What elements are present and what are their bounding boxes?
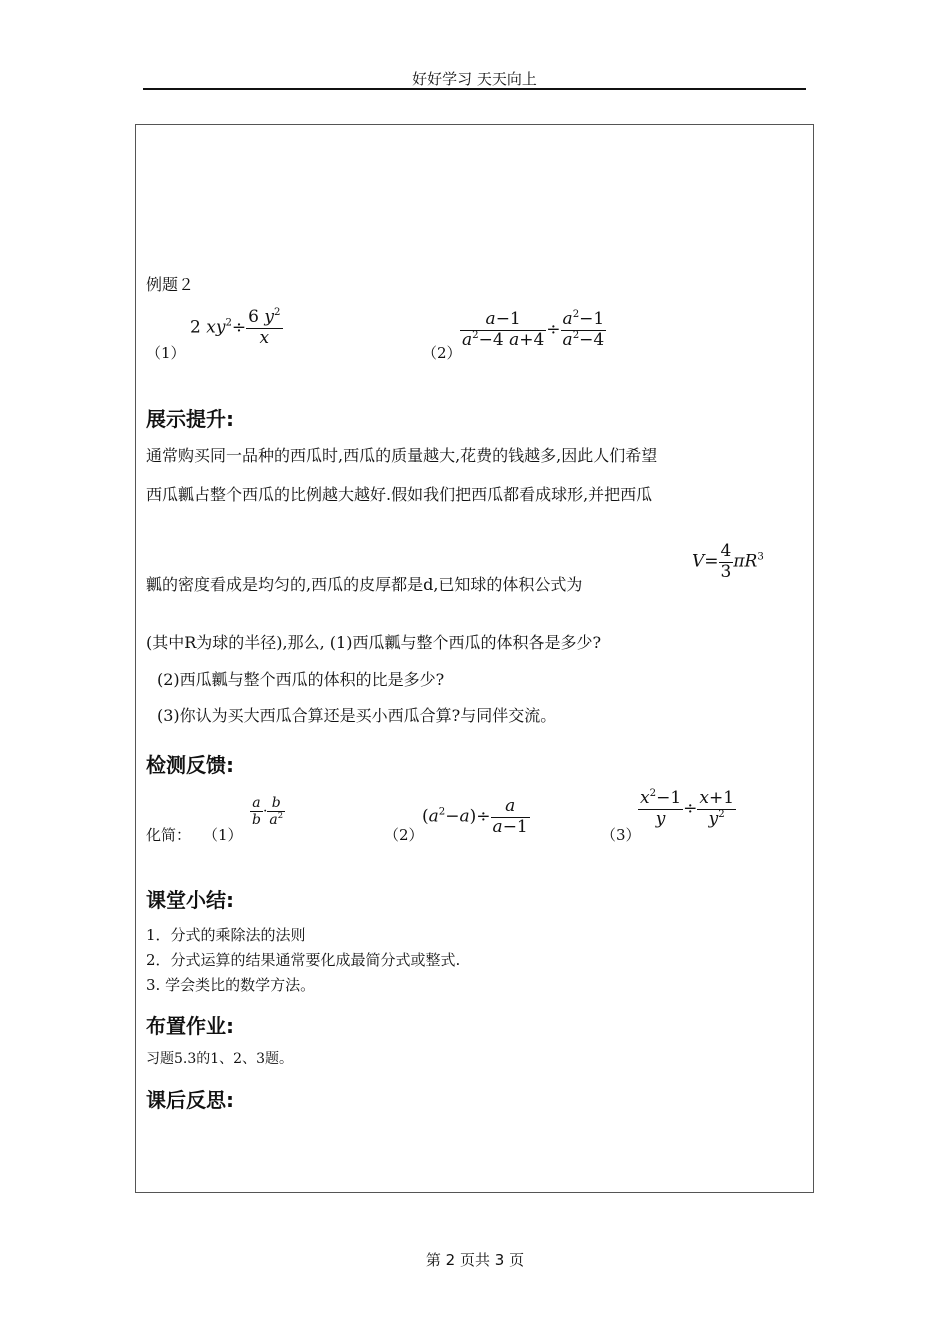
show-line-5: (2)西瓜瓤与整个西瓜的体积的比是多少? <box>157 670 445 689</box>
summary-item-3: 3. 学会类比的数学方法。 <box>146 976 316 994</box>
feedback-item2-label: （2） <box>384 826 424 844</box>
show-line-2: 西瓜瓤占整个西瓜的比例越大越好.假如我们把西瓜都看成球形,并把西瓜 <box>146 485 653 504</box>
feedback-item3-label: （3） <box>601 826 641 844</box>
example-formula-2: $\frac{a-1}{a^2-4 a+4}$ ÷ $\frac{a^2-1}{a^2-4}$ <box>462 308 605 350</box>
feedback-formula-1: $\frac{a}{b}$ · $\frac{b}{a^2}$ <box>252 795 284 829</box>
feedback-prefix: 化简： <box>146 826 192 844</box>
show-line-3: 瓤的密度看成是均匀的,西瓜的皮厚都是d,已知球的体积公式为 <box>146 575 583 594</box>
page-header: 好好学习 天天向上 <box>412 70 537 88</box>
sphere-volume-formula: V= $\frac{4}{3}$ $\pi R^3$ <box>692 541 764 582</box>
show-line-6: (3)你认为买大西瓜合算还是买小西瓜合算?与同伴交流。 <box>157 706 557 725</box>
show-heading: 展示提升: <box>146 407 234 431</box>
summary-item-1: 1．分式的乘除法的法则 <box>146 926 306 944</box>
header-rule <box>143 88 806 90</box>
feedback-heading: 检测反馈: <box>146 753 234 777</box>
reflection-heading: 课后反思: <box>146 1088 234 1112</box>
feedback-formula-3: $\frac{x^2-1}{y}$ ÷ $\frac{x+1}{y^2}$ <box>640 787 735 829</box>
feedback-item1-label: （1） <box>203 826 243 844</box>
example-item2-label: （2） <box>422 344 462 362</box>
homework-text: 习题5.3的1、2、3题。 <box>146 1051 293 1067</box>
summary-item-2: 2．分式运算的结果通常要化成最简分式或整式. <box>146 951 461 969</box>
example-formula-1: 2 $xy^2\div$ $\frac{6 y^2}{x}$ <box>190 306 281 348</box>
feedback-formula-2: $(a^2-a)\div$ $\frac{a}{a-1}$ <box>422 796 528 837</box>
summary-heading: 课堂小结: <box>146 888 234 912</box>
page-footer: 第 2 页共 3 页 <box>425 1251 525 1269</box>
show-line-4: (其中R为球的半径),那么, (1)西瓜瓤与整个西瓜的体积各是多少? <box>146 633 602 652</box>
content-frame <box>135 124 814 1193</box>
example-title: 例题２ <box>146 275 195 294</box>
homework-heading: 布置作业: <box>146 1014 234 1038</box>
example-item1-label: （1） <box>146 344 186 362</box>
show-line-1: 通常购买同一品种的西瓜时,西瓜的质量越大,花费的钱越多,因此人们希望 <box>146 446 658 465</box>
